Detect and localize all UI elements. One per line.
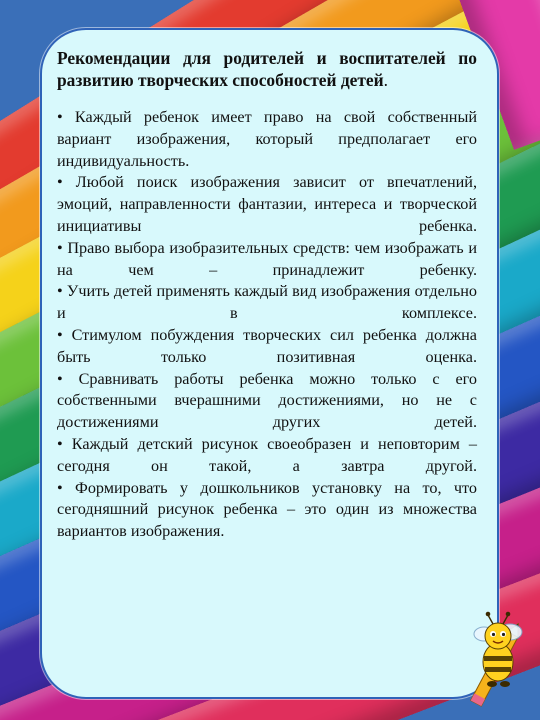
list-item: • Сравнивать работы ребенка можно только с его собственными вчерашними достижениями, но не с достижениями других детей. bbox=[57, 369, 477, 432]
list-item: • Учить детей применять каждый вид изображения отдельно и в комплексе. bbox=[57, 282, 477, 323]
list-item: • Право выбора изобразительных средств: чем изображать и на чем – принадлежит ребенку. bbox=[57, 238, 477, 279]
document-title: Рекомендации для родителей и воспитателей по развитию творческих способностей детей. bbox=[57, 48, 477, 90]
bee-with-pencil-icon bbox=[458, 598, 536, 716]
list-item: • Стимулом побуждения творческих сил ребенка должна быть только позитивная оценка. bbox=[57, 325, 477, 366]
document-body bbox=[57, 47, 477, 543]
list-item: • Каждый ребенок имеет право на свой собственный вариант изображения, который предполагает его индивидуальность. bbox=[57, 108, 477, 170]
list-item: • Каждый детский рисунок своеобразен и неповторим – сегодня он такой, а завтра другой. bbox=[57, 434, 477, 475]
list-item: • Любой поиск изображения зависит от впечатлений, эмоций, направленности фантазии, интереса и творческой инициативы ребенка. bbox=[57, 173, 477, 235]
list-item: • Формировать у дошкольников установку на то, что сегодняшний рисунок ребенка – это один из множества вариантов изображения. bbox=[57, 478, 477, 541]
